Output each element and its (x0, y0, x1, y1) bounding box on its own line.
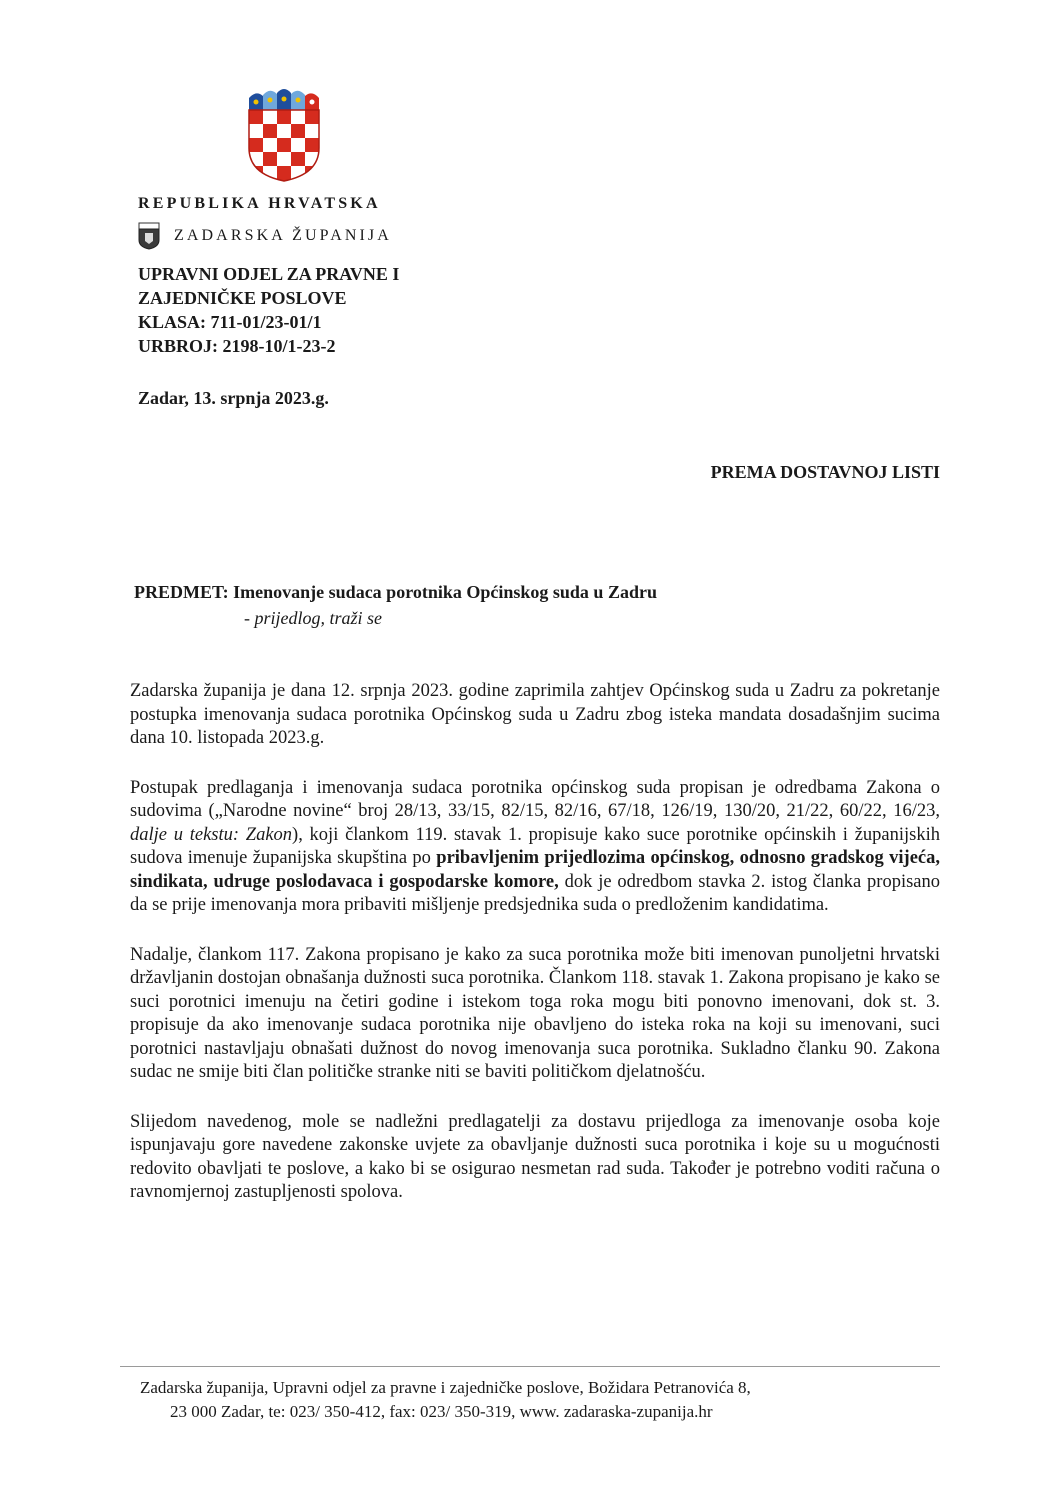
republic-name: REPUBLIKA HRVATSKA (138, 195, 381, 212)
paragraph-2-italic: dalje u tekstu: Zakon (130, 824, 293, 845)
footer-line-1: Zadarska županija, Upravni odjel za pravne i zajedničke poslove, Božidara Petranovića 8, (140, 1378, 751, 1397)
recipient-line: PREMA DOSTAVNOJ LISTI (710, 462, 940, 482)
paragraph-4: Slijedom navedenog, mole se nadležni predlagatelji za dostavu prijedloga za imenovanje osoba koje ispunjavaju gore navedene zakonske uvjete za obavljanje dužnosti suca porotnika i koje su u mogućnosti redovito obavljati te poslove, a kako bi se osigurao nesmetan rad suda. Također je potrebno voditi računa o ravnomjernoj zastupljenosti spolova. (130, 1111, 940, 1202)
paragraph-1: Zadarska županija je dana 12. srpnja 2023. godine zaprimila zahtjev Općinskog suda u Zadru za pokretanje postupka imenovanja sudaca porotnika Općinskog suda u Zadru zbog isteka mandata dosadašnjim sucima dana 10. listopada 2023.g. (130, 681, 940, 748)
paragraph-2-text-b: ), koji člankom 119. stavak 1. propisuje kako suce porotnike općinskih i županijskih sudova imenuje županijska skupština po (130, 824, 940, 868)
department-line-1: UPRAVNI ODJEL ZA PRAVNE I (138, 264, 400, 284)
letter-body (130, 680, 940, 1231)
subject-title: Imenovanje sudaca porotnika Općinskog suda u Zadru (233, 582, 657, 602)
department-line-2: ZAJEDNIČKE POSLOVE (138, 288, 347, 308)
paragraph-2-text-c: dok je odredbom stavka 2. istog članka propisano da se prije imenovanja mora pribaviti mišljenje predsjednika suda o predloženim kandidatima. (130, 871, 941, 915)
paragraph-2 (130, 777, 940, 918)
paragraph-2-text-a: Postupak predlaganja i imenovanja sudaca porotnika općinskog suda propisan je odredbama Zakona o sudovima („Narodne novine“ broj 28/13, 33/15, 82/15, 82/16, 67/18, 126/19, 130/20, 21/22, 60/22, 16/23, (130, 777, 940, 821)
county-name: ZADARSKA ŽUPANIJA (174, 227, 392, 244)
zadar-county-shield-icon (138, 222, 160, 250)
subject-label: PREDMET: (134, 582, 229, 602)
paragraph-2-bold: pribavljenim prijedlozima općinskog, odnosno gradskog vijeća, sindikata, udruge poslodavaca i gospodarske komore, (130, 848, 940, 892)
footer-divider (120, 1366, 940, 1367)
county-heading (138, 222, 392, 250)
paragraph-3: Nadalje, člankom 117. Zakona propisano je kako za suca porotnika može biti imenovan punoljetni hrvatski državljanin dostojan obnašanja dužnosti suca porotnika. Člankom 118. stavak 1. Zakona propisano je kako se suci porotnici imenuju na četiri godine i istekom toga roka mogu biti ponovno imenovani, dok st. 3. propisuje da ako imenovanje sudaca porotnika nije obavljeno do isteka roka na koji su imenovani, suci porotnici nastavljaju obnašati dužnost do novog imenovanja suca porotnika. Sukladno članku 90. Zakona sudac ne smije biti član političke stranke niti se baviti političkom djelatnošću. (130, 944, 940, 1082)
urbroj-number: URBROJ: 2198-10/1-23-2 (138, 336, 336, 356)
document-date: Zadar, 13. srpnja 2023.g. (138, 388, 329, 408)
croatian-coat-of-arms-icon (246, 86, 322, 182)
footer (140, 1376, 751, 1424)
klasa-number: KLASA: 711-01/23-01/1 (138, 312, 322, 332)
department-block (138, 262, 399, 358)
subject-line (134, 582, 657, 603)
footer-line-2: 23 000 Zadar, te: 023/ 350-412, fax: 023/ 350-319, www. zadaraska-zupanija.hr (170, 1402, 713, 1421)
subject-subtitle: - prijedlog, traži se (244, 608, 382, 628)
